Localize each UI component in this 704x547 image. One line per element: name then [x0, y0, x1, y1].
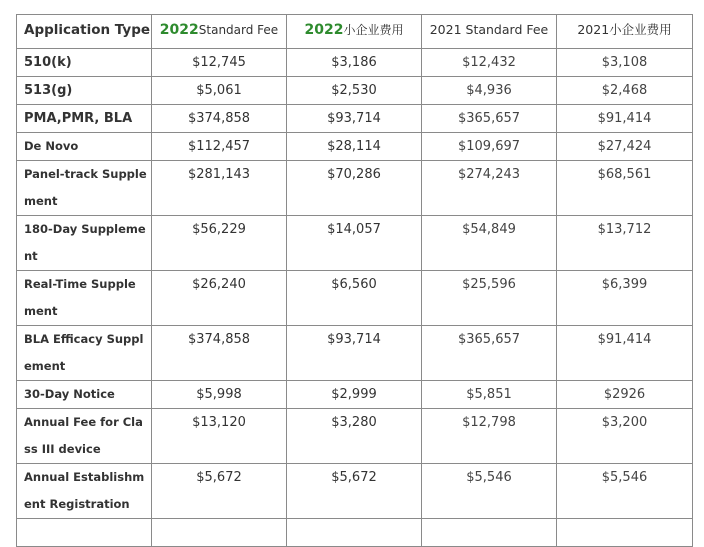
- row-label: Real-Time Supplement: [17, 271, 152, 326]
- cell-2022-standard: $112,457: [152, 133, 287, 161]
- fee-table: [16, 14, 693, 547]
- cell-2021-small: $13,712: [557, 216, 693, 271]
- cell-2022-standard: $5,061: [152, 77, 287, 105]
- cell-2022-standard: $26,240: [152, 271, 287, 326]
- row-label: BLA Efficacy Supplement: [17, 326, 152, 381]
- header-application-type: Application Type: [17, 15, 152, 49]
- cell-2022-standard: $281,143: [152, 161, 287, 216]
- cell-2022-small: $14,057: [287, 216, 422, 271]
- empty-cell: [152, 519, 287, 547]
- cell-2022-standard: $13,120: [152, 409, 287, 464]
- cell-2022-small: $5,672: [287, 464, 422, 519]
- table-row: [17, 105, 693, 133]
- header-year: 2022: [159, 22, 199, 38]
- table-row: [17, 216, 693, 271]
- row-label: 510(k): [17, 49, 152, 77]
- cell-2022-standard: $12,745: [152, 49, 287, 77]
- cell-2021-standard: $5,546: [422, 464, 557, 519]
- cell-2021-small: $3,200: [557, 409, 693, 464]
- cell-2021-small: $2,468: [557, 77, 693, 105]
- table-row: [17, 49, 693, 77]
- cell-2021-small: $6,399: [557, 271, 693, 326]
- header-suffix: 小企业费用: [343, 23, 404, 37]
- header-2022-standard-fee: [152, 15, 287, 49]
- row-label: Annual Establishment Registration: [17, 464, 152, 519]
- table-row: [17, 77, 693, 105]
- cell-2022-small: $6,560: [287, 271, 422, 326]
- header-row: [17, 15, 693, 49]
- header-2021-standard-fee: 2021 Standard Fee: [422, 15, 557, 49]
- row-label: De Novo: [17, 133, 152, 161]
- cell-2021-standard: $365,657: [422, 326, 557, 381]
- table-row: [17, 271, 693, 326]
- row-label: Panel-track Supplement: [17, 161, 152, 216]
- row-label: Annual Fee for Class III device: [17, 409, 152, 464]
- header-2022-small-business-fee: [287, 15, 422, 49]
- cell-2022-small: $3,280: [287, 409, 422, 464]
- row-label: PMA,PMR, BLA: [17, 105, 152, 133]
- empty-cell: [17, 519, 152, 547]
- cell-2021-standard: $4,936: [422, 77, 557, 105]
- table-row: [17, 409, 693, 464]
- table-row: [17, 381, 693, 409]
- row-label: 513(g): [17, 77, 152, 105]
- cell-2022-standard: $5,672: [152, 464, 287, 519]
- cell-2021-standard: $5,851: [422, 381, 557, 409]
- cell-2021-small: $2926: [557, 381, 693, 409]
- cell-2022-small: $2,999: [287, 381, 422, 409]
- row-label: 30-Day Notice: [17, 381, 152, 409]
- cell-2022-small: $93,714: [287, 326, 422, 381]
- cell-2021-small: $91,414: [557, 105, 693, 133]
- cell-2021-standard: $12,432: [422, 49, 557, 77]
- row-label: 180-Day Supplement: [17, 216, 152, 271]
- cell-2021-standard: $12,798: [422, 409, 557, 464]
- cell-2021-small: $68,561: [557, 161, 693, 216]
- cell-2022-small: $93,714: [287, 105, 422, 133]
- table-row: [17, 161, 693, 216]
- cell-2021-standard: $54,849: [422, 216, 557, 271]
- table-row: [17, 464, 693, 519]
- cell-2022-small: $2,530: [287, 77, 422, 105]
- cell-2022-standard: $374,858: [152, 105, 287, 133]
- cell-2022-small: $3,186: [287, 49, 422, 77]
- cell-2022-standard: $56,229: [152, 216, 287, 271]
- cell-2022-small: $70,286: [287, 161, 422, 216]
- cell-2021-standard: $274,243: [422, 161, 557, 216]
- cell-2022-small: $28,114: [287, 133, 422, 161]
- cell-2021-small: $3,108: [557, 49, 693, 77]
- empty-cell: [557, 519, 693, 547]
- cell-2021-small: $91,414: [557, 326, 693, 381]
- empty-row: [17, 519, 693, 547]
- header-2021-small-business-fee: 2021小企业费用: [557, 15, 693, 49]
- cell-2022-standard: $5,998: [152, 381, 287, 409]
- table-row: [17, 326, 693, 381]
- header-year: 2022: [304, 22, 344, 38]
- empty-cell: [287, 519, 422, 547]
- cell-2021-standard: $365,657: [422, 105, 557, 133]
- cell-2021-small: $27,424: [557, 133, 693, 161]
- cell-2022-standard: $374,858: [152, 326, 287, 381]
- cell-2021-small: $5,546: [557, 464, 693, 519]
- cell-2021-standard: $109,697: [422, 133, 557, 161]
- empty-cell: [422, 519, 557, 547]
- cell-2021-standard: $25,596: [422, 271, 557, 326]
- table-row: [17, 133, 693, 161]
- header-suffix: Standard Fee: [198, 23, 279, 37]
